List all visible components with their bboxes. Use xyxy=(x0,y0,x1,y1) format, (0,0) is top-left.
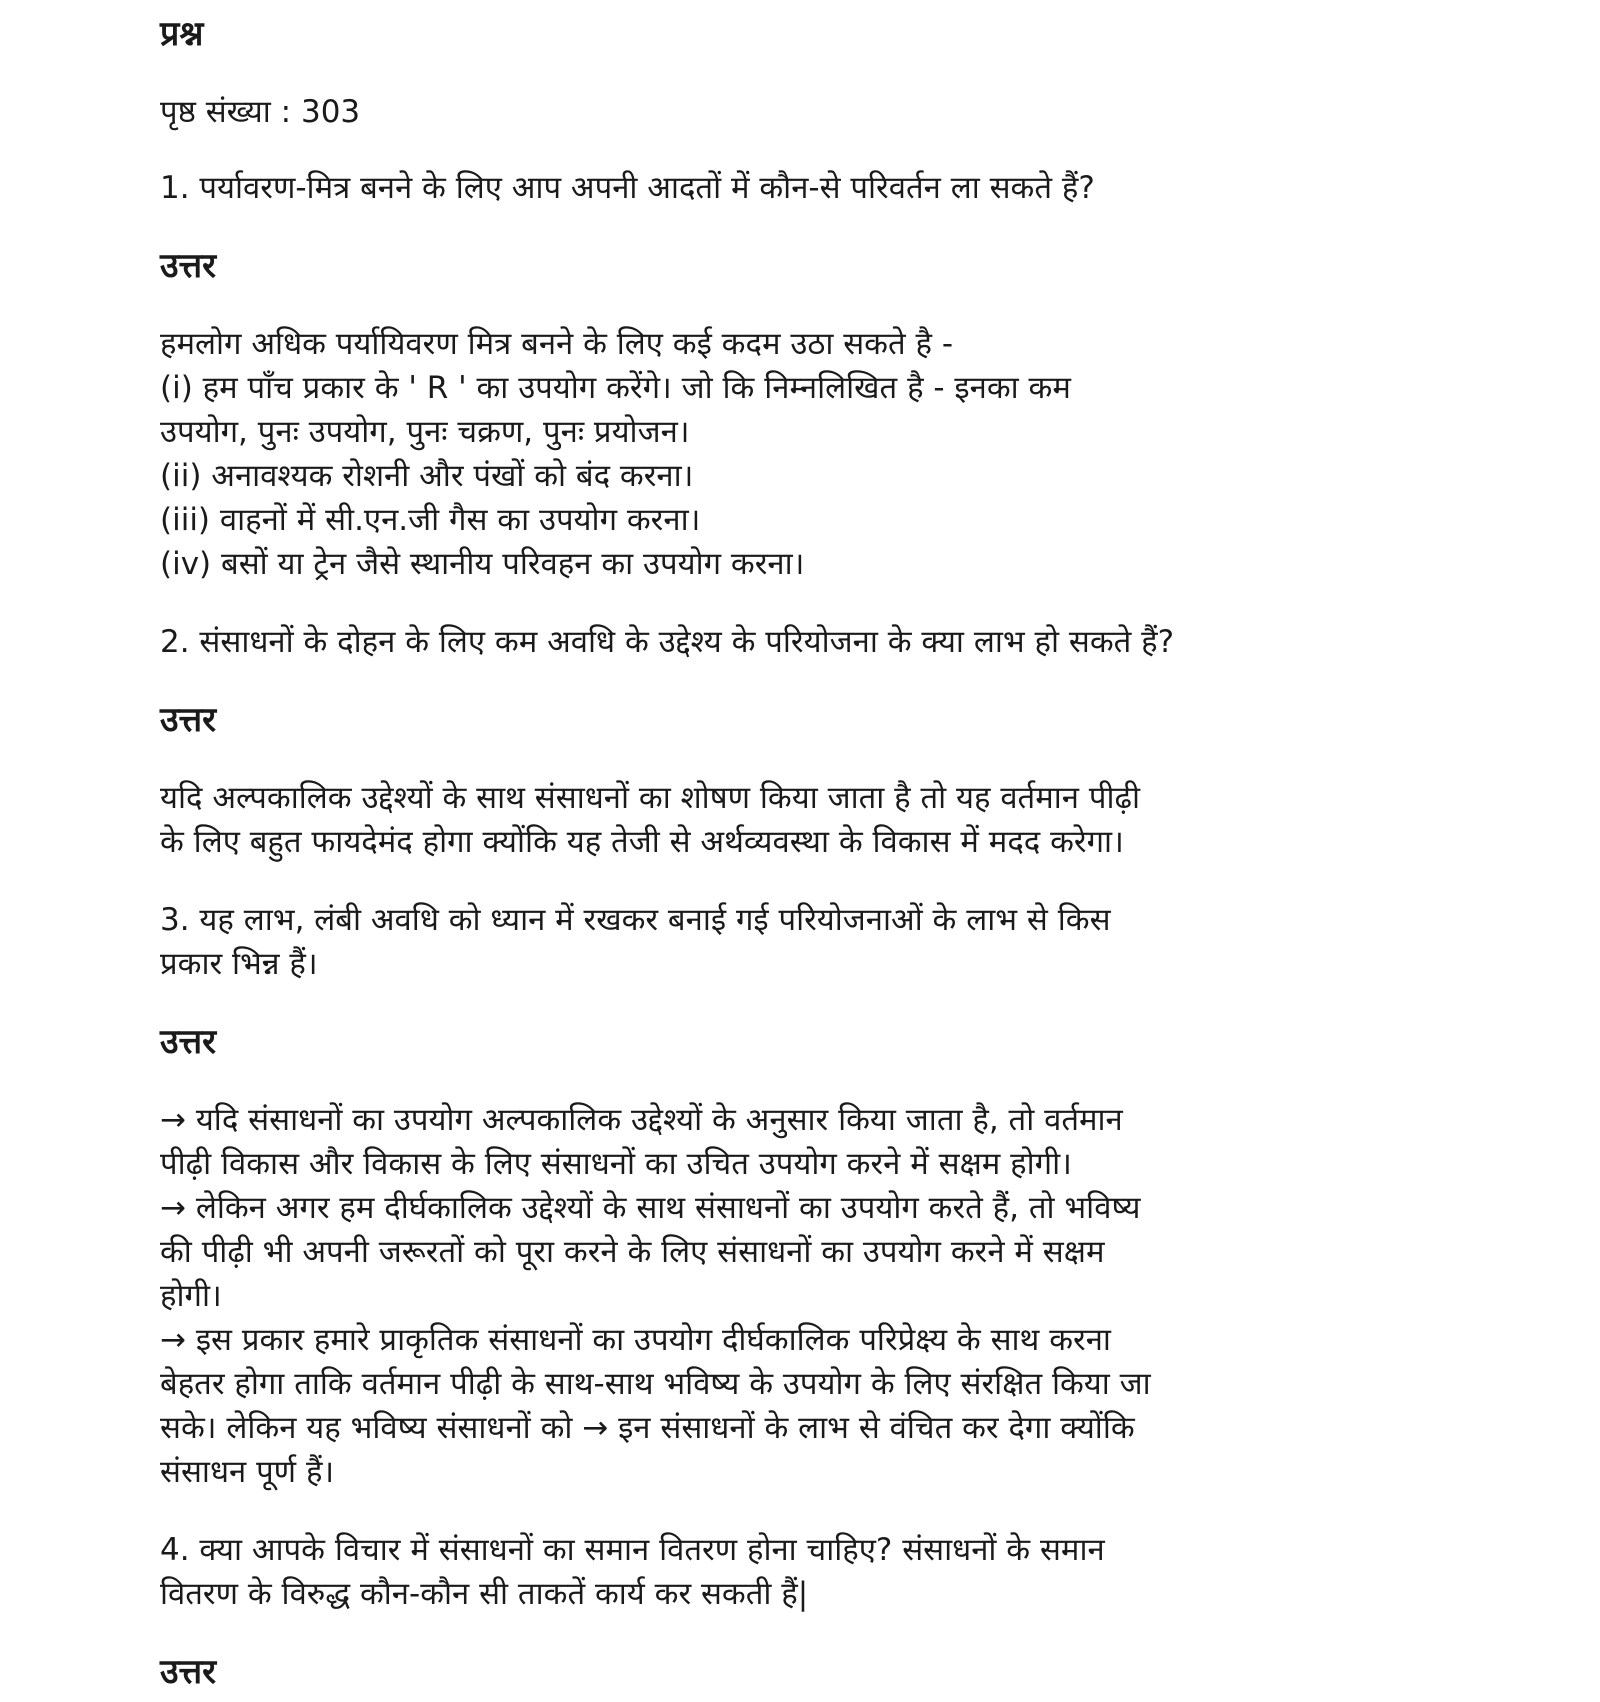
answer-4-label: उत्तर xyxy=(160,1652,217,1692)
answer-2-line: यदि अल्पकालिक उद्देश्यों के साथ संसाधनों का शोषण किया जाता है तो यह वर्तमान पीढ़ी xyxy=(160,780,1140,816)
answer-1-label: उत्तर xyxy=(160,246,217,286)
question-4-line: 4. क्या आपके विचार में संसाधनों का समान वितरण होना चाहिए? संसाधनों के समान xyxy=(160,1532,1105,1568)
question-3-line: प्रकार भिन्न हैं। xyxy=(160,946,318,982)
question-4-line: वितरण के विरुद्ध कौन-कौन सी ताकतें कार्य कर सकती हैं| xyxy=(160,1576,809,1612)
answer-3-line: → लेकिन अगर हम दीर्घकालिक उद्देश्यों के साथ संसाधनों का उपयोग करते हैं, तो भविष्य xyxy=(160,1190,1141,1226)
answer-3-line: की पीढ़ी भी अपनी जरूरतों को पूरा करने के लिए संसाधनों का उपयोग करने में सक्षम xyxy=(160,1234,1105,1270)
answer-1-line: (iv) बसों या ट्रेन जैसे स्थानीय परिवहन का उपयोग करना। xyxy=(160,546,805,582)
question-2: 2. संसाधनों के दोहन के लिए कम अवधि के उद्देश्य के परियोजना के क्या लाभ हो सकते हैं? xyxy=(160,624,1175,660)
answer-3-line: → यदि संसाधनों का उपयोग अल्पकालिक उद्देश्यों के अनुसार किया जाता है, तो वर्तमान xyxy=(160,1102,1123,1138)
answer-1-line: (ii) अनावश्यक रोशनी और पंखों को बंद करना। xyxy=(160,458,694,494)
answer-2-line: के लिए बहुत फायदेमंद होगा क्योंकि यह तेजी से अर्थव्यवस्था के विकास में मदद करेगा। xyxy=(160,824,1124,860)
answer-3-label: उत्तर xyxy=(160,1022,217,1062)
answer-3-line: सके। लेकिन यह भविष्य संसाधनों को → इन संसाधनों के लाभ से वंचित कर देगा क्योंकि xyxy=(160,1410,1135,1446)
answer-3-line: → इस प्रकार हमारे प्राकृतिक संसाधनों का उपयोग दीर्घकालिक परिप्रेक्ष्य के साथ करना xyxy=(160,1322,1111,1358)
question-3-line: 3. यह लाभ, लंबी अवधि को ध्यान में रखकर बनाई गई परियोजनाओं के लाभ से किस xyxy=(160,902,1111,938)
section-heading-prashn: प्रश्न xyxy=(160,14,204,54)
question-1: 1. पर्यावरण-मित्र बनने के लिए आप अपनी आदतों में कौन-से परिवर्तन ला सकते हैं? xyxy=(160,170,1095,206)
page-reference: पृष्ठ संख्या : 303 xyxy=(160,94,361,130)
answer-3-line: होगी। xyxy=(160,1278,222,1314)
answer-3-line: पीढ़ी विकास और विकास के लिए संसाधनों का उचित उपयोग करने में सक्षम होगी। xyxy=(160,1146,1072,1182)
answer-1-line: उपयोग, पुनः उपयोग, पुनः चक्रण, पुनः प्रयोजन। xyxy=(160,414,690,450)
answer-3-line: संसाधन पूर्ण हैं। xyxy=(160,1454,335,1490)
answer-1-line: हमलोग अधिक पर्यायिवरण मित्र बनने के लिए कई कदम उठा सकते है - xyxy=(160,326,954,362)
answer-1-line: (i) हम पाँच प्रकार के ' R ' का उपयोग करेंगे। जो कि निम्नलिखित है - इनका कम xyxy=(160,370,1071,406)
answer-2-label: उत्तर xyxy=(160,700,217,740)
answer-3-line: बेहतर होगा ताकि वर्तमान पीढ़ी के साथ-साथ भविष्य के उपयोग के लिए संरक्षित किया जा xyxy=(160,1366,1151,1402)
answer-1-line: (iii) वाहनों में सी.एन.जी गैस का उपयोग करना। xyxy=(160,502,701,538)
